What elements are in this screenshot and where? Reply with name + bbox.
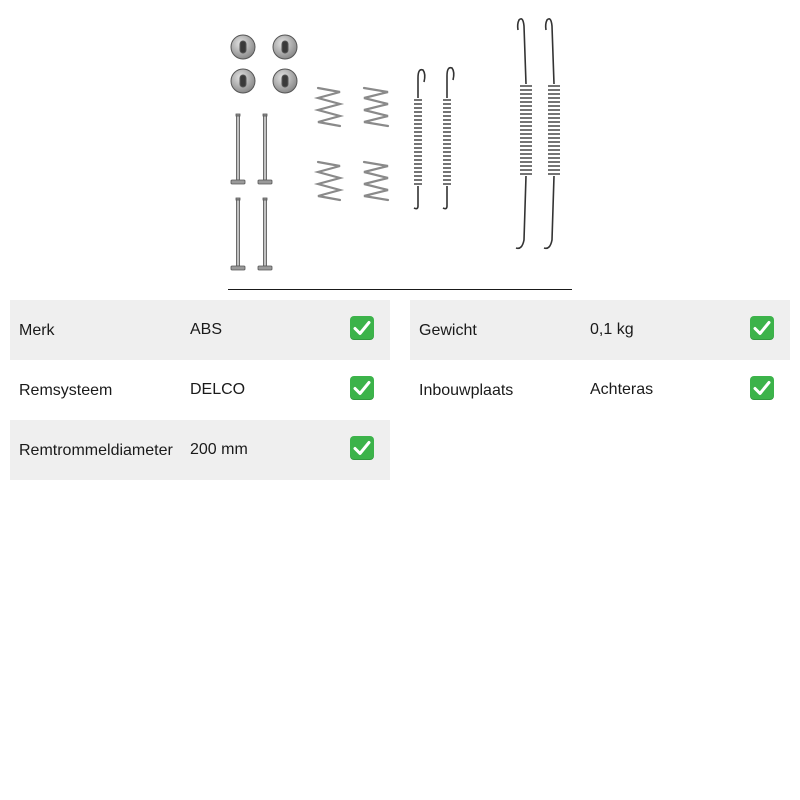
- spec-value: Achteras: [590, 381, 654, 398]
- check-mark-icon: [350, 436, 374, 460]
- product-image: [228, 10, 572, 290]
- spec-label: Remtrommeldiameter: [19, 442, 173, 459]
- spec-row-merk: [10, 300, 390, 360]
- spec-row-inbouwplaats: [410, 360, 790, 420]
- spec-row-gewicht: [410, 300, 790, 360]
- tension-spring-pair-small: [414, 68, 454, 209]
- spec-label: Remsysteem: [19, 382, 113, 399]
- spec-row-remtrommeldiameter: [10, 420, 390, 480]
- spec-value: ABS: [190, 321, 223, 338]
- spec-table-right: [410, 300, 790, 420]
- spec-value: DELCO: [190, 381, 246, 398]
- spec-label: Merk: [19, 322, 55, 339]
- spec-table-left: [10, 300, 390, 480]
- check-mark-icon: [350, 316, 374, 340]
- check-mark-icon: [750, 316, 774, 340]
- spec-label: Inbouwplaats: [419, 382, 514, 399]
- check-mark-icon: [350, 376, 374, 400]
- spec-row-remsysteem: [10, 360, 390, 420]
- tension-spring-coils-long: [520, 86, 560, 174]
- check-mark-icon: [750, 376, 774, 400]
- spec-value: 0,1 kg: [590, 321, 634, 338]
- image-divider: [228, 289, 572, 290]
- washer-group: [231, 35, 297, 93]
- spec-value: 200 mm: [190, 441, 248, 458]
- compression-spring-group: [318, 88, 388, 200]
- pin-group: [231, 114, 272, 270]
- spec-label: Gewicht: [419, 322, 477, 339]
- tension-spring-coils-small: [414, 100, 451, 184]
